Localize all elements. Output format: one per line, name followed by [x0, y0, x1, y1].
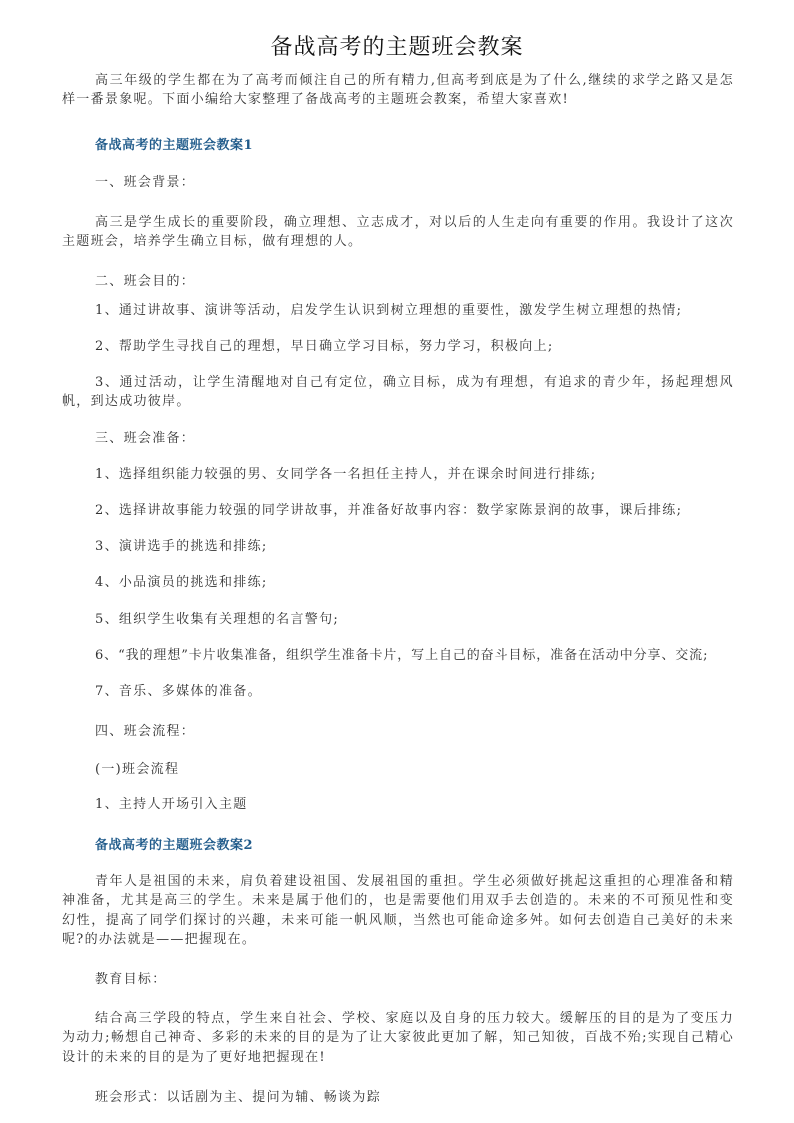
paragraph: 5、组织学生收集有关理想的名言警句;	[95, 612, 340, 627]
paragraph: 3、演讲选手的挑选和排练;	[95, 539, 268, 554]
paragraph: 二、班会目的：	[95, 274, 196, 289]
paragraph: 4、小品演员的挑选和排练;	[95, 575, 268, 590]
paragraph: 3、通过活动，让学生清醒地对自己有定位，确立目标，成为有理想，有追求的青少年，扬起理想风帆，到达成功彼岸。	[62, 375, 734, 410]
paragraph: 2、帮助学生寻找自己的理想，早日确立学习目标，努力学习，积极向上;	[95, 339, 554, 354]
intro-paragraph: 高三年级的学生都在为了高考而倾注自己的所有精力,但高考到底是为了什么,继续的求学之路又是怎样一番景象呢。下面小编给大家整理了备战高考的主题班会教案，希望大家喜欢!	[62, 73, 734, 108]
paragraph: 三、班会准备：	[95, 431, 196, 446]
paragraph: (一)班会流程	[95, 762, 180, 777]
paragraph: 教育目标：	[95, 972, 167, 987]
paragraph: 7、音乐、多媒体的准备。	[95, 684, 262, 699]
paragraph: 高三是学生成长的重要阶段，确立理想、立志成才，对以后的人生走向有重要的作用。我设计了这次主题班会，培养学生确立目标，做有理想的人。	[62, 215, 734, 250]
paragraph: 1、主持人开场引入主题	[95, 797, 248, 812]
paragraph: 四、班会流程：	[95, 724, 196, 739]
paragraph: 班会形式：以话剧为主、提问为辅、畅谈为踪	[95, 1090, 382, 1105]
paragraph: 1、通过讲故事、演讲等活动，启发学生认识到树立理想的重要性，激发学生树立理想的热情;	[95, 303, 683, 318]
paragraph: 6、“我的理想”卡片收集准备，组织学生准备卡片，写上自己的奋斗目标，准备在活动中分享、交流;	[95, 648, 709, 663]
paragraph: 1、选择组织能力较强的男、女同学各一名担任主持人，并在课余时间进行排练;	[95, 467, 597, 482]
section-heading-2: 备战高考的主题班会教案2	[95, 838, 254, 853]
paragraph: 青年人是祖国的未来，肩负着建设祖国、发展祖国的重担。学生必须做好挑起这重担的心理准备和精神准备，尤其是高三的学生。未来是属于他们的，也是需要他们用双手去创造的。未来的不可预见性和变幻性，提高了同学们探讨的兴趣，未来可能一帆风顺，当然也可能命途多舛。如何去创造自己美好的未来呢?的办法就是——把握现在。	[62, 874, 734, 947]
paragraph: 2、选择讲故事能力较强的同学讲故事，并准备好故事内容：数学家陈景润的故事，课后排练;	[95, 503, 683, 518]
page-title: 备战高考的主题班会教案	[270, 35, 524, 60]
paragraph: 结合高三学段的特点，学生来自社会、学校、家庭以及自身的压力较大。缓解压的目的是为了变压力为动力;畅想自己神奇、多彩的未来的目的是为了让大家彼此更加了解，知己知彼，百战不殆;实现自己精心设计的未来的目的是为了更好地把握现在!	[62, 1011, 734, 1065]
paragraph: 一、班会背景：	[95, 175, 196, 190]
section-heading-1: 备战高考的主题班会教案1	[95, 138, 254, 153]
